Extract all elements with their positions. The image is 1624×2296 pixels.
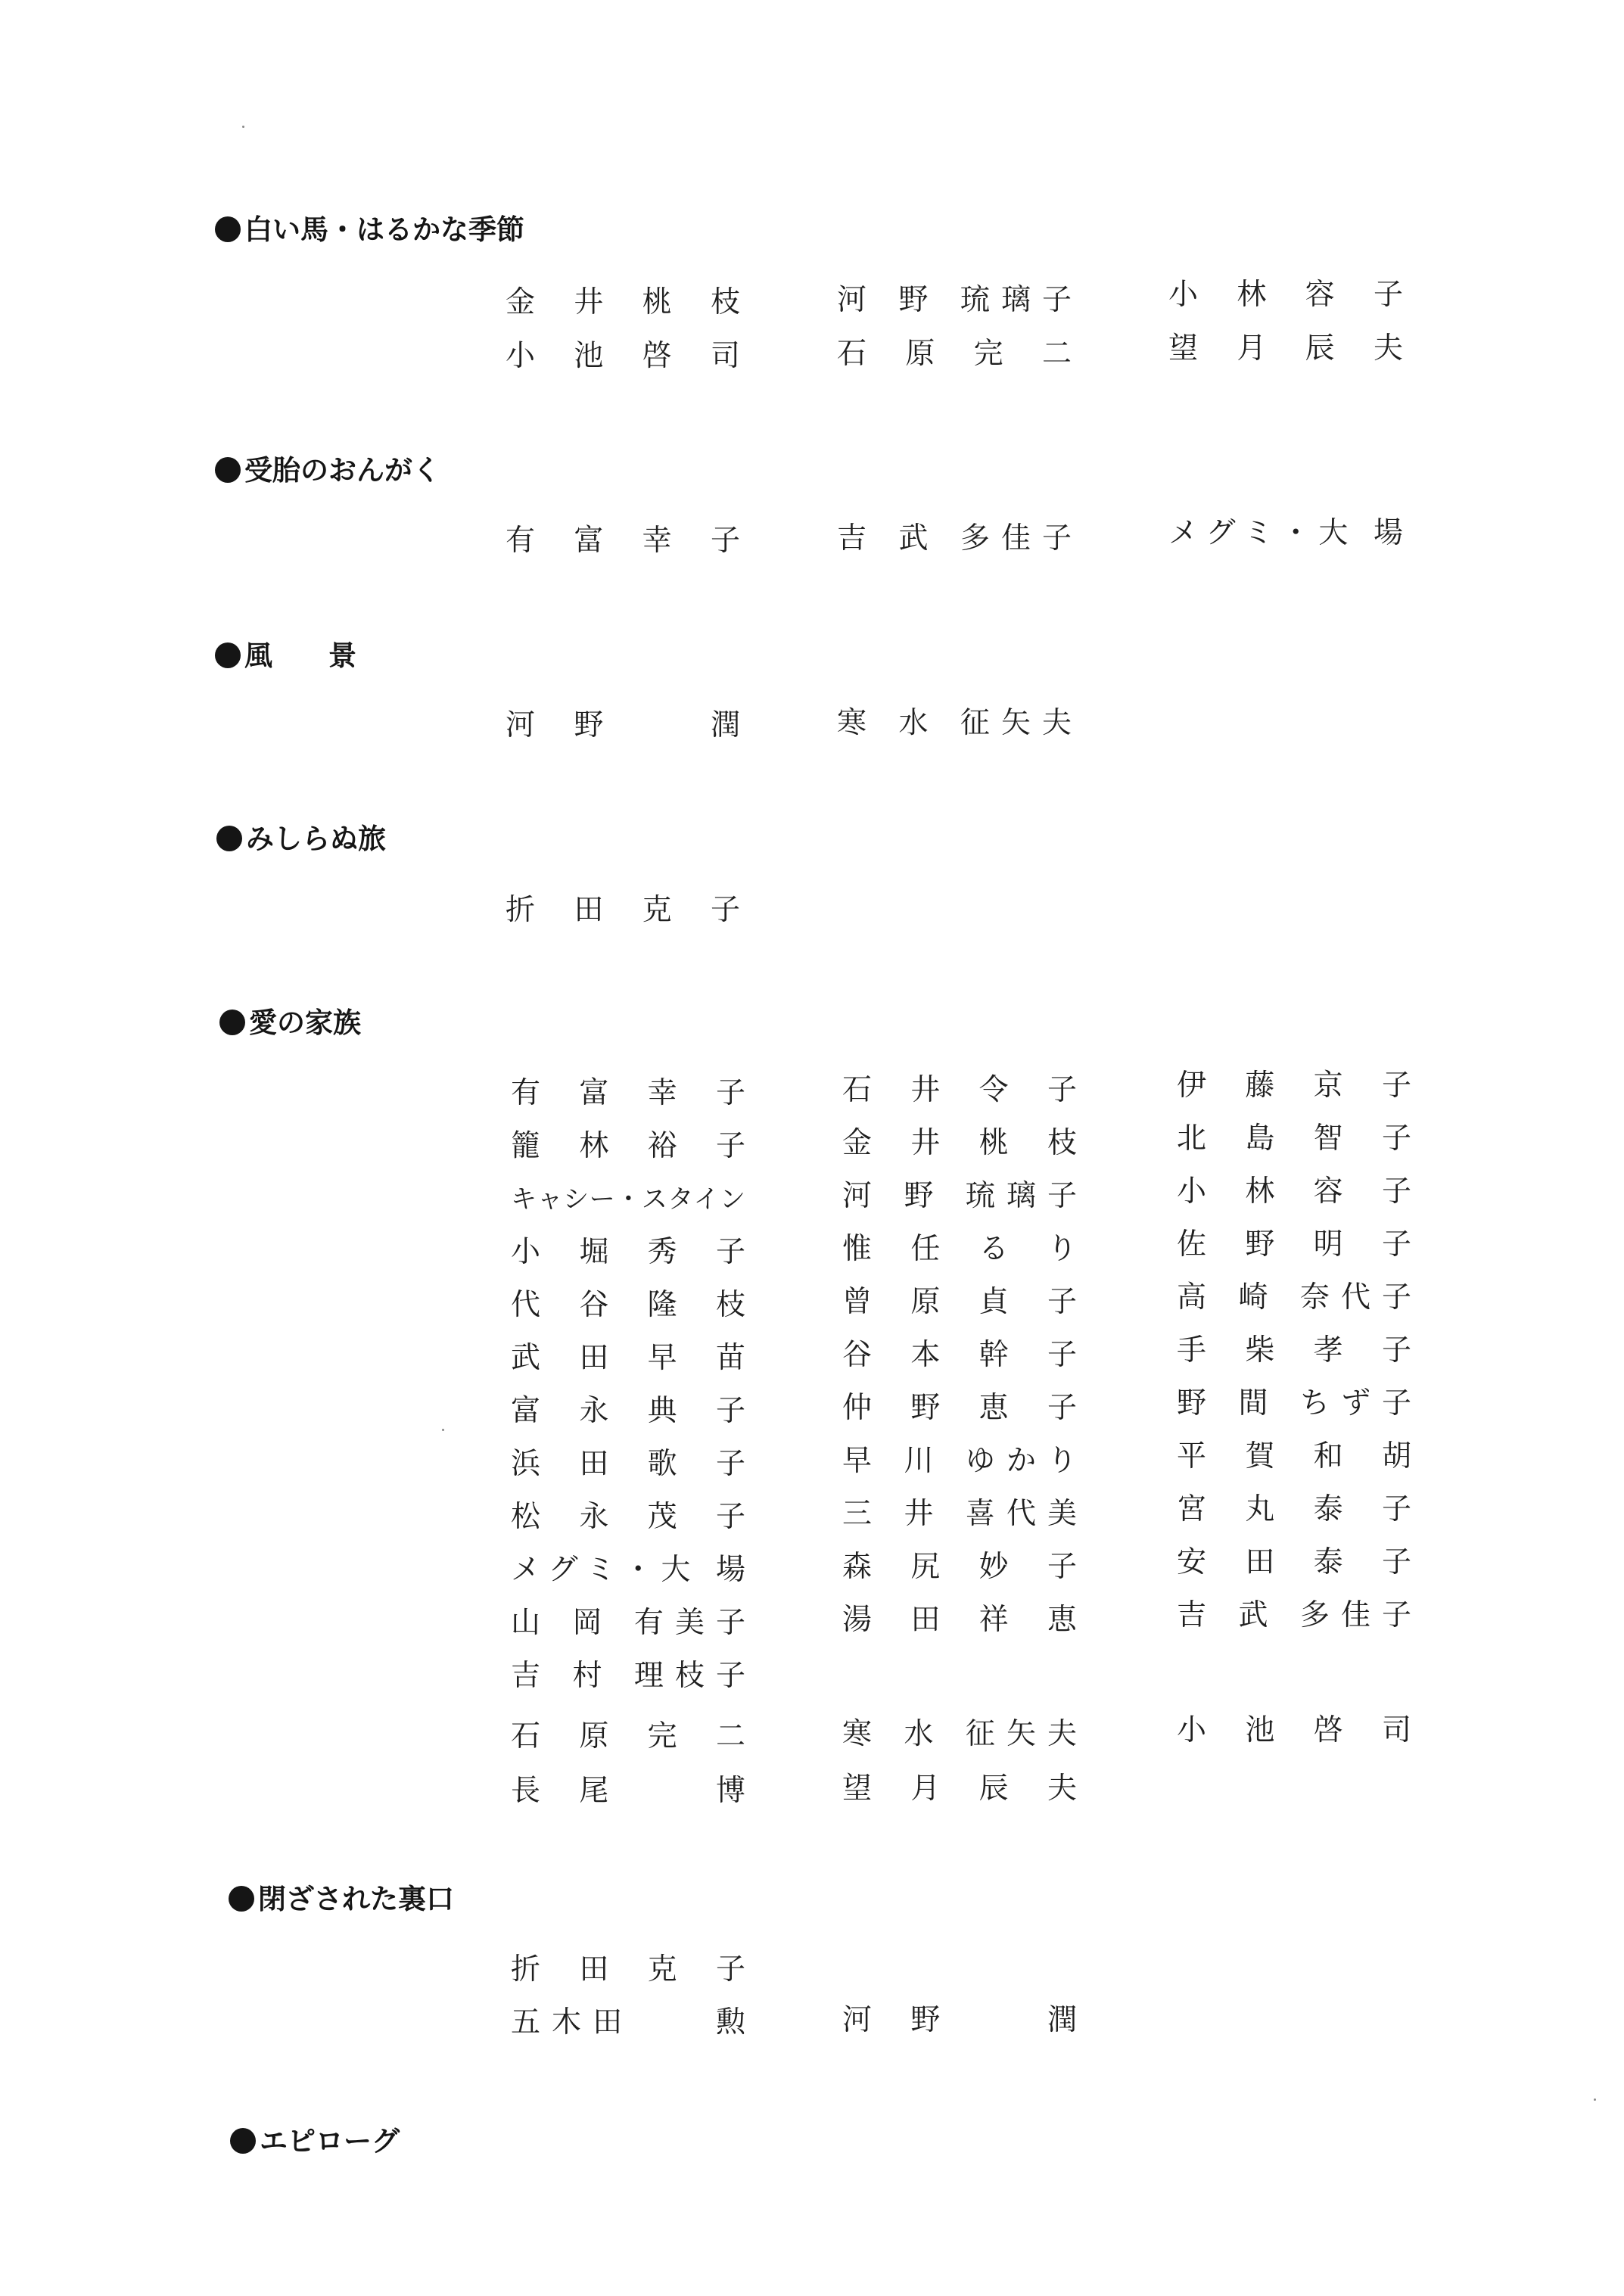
section-title: 風 景	[244, 639, 356, 672]
cast-name: 小 池 啓 司	[1177, 1713, 1411, 1747]
cast-name: 小 林 容 子	[1168, 278, 1403, 312]
section-heading	[216, 821, 386, 857]
cast-name: 宮 丸 泰 子	[1177, 1492, 1411, 1526]
cast-name: 金 井 桃 枝	[506, 285, 740, 319]
cast-name: 仲 野 恵 子	[842, 1391, 1077, 1425]
cast-name: 手 柴 孝 子	[1177, 1333, 1411, 1367]
cast-name: 伊 藤 京 子	[1177, 1069, 1411, 1103]
section-heading	[215, 453, 440, 489]
bullet-icon	[215, 642, 241, 668]
section-title: 愛の家族	[249, 1006, 361, 1039]
cast-name: 代 谷 隆 枝	[511, 1288, 745, 1322]
cast-name: 河 野 琉璃子	[837, 283, 1072, 317]
cast-name: キャシー・スタイン	[511, 1184, 745, 1215]
cast-name: 石 原 完 二	[837, 337, 1072, 371]
cast-name: 曾 原 貞 子	[842, 1285, 1077, 1319]
bullet-icon	[215, 457, 241, 483]
cast-name: 五木田 勲	[511, 2005, 745, 2039]
cast-name: 高 崎 奈代子	[1177, 1280, 1411, 1314]
cast-name: 谷 本 幹 子	[842, 1338, 1077, 1372]
bullet-icon	[215, 216, 241, 242]
cast-name: 長 尾 博	[511, 1774, 745, 1808]
cast-name: 石 井 令 子	[842, 1073, 1077, 1107]
cast-name: 寒 水 征矢夫	[837, 706, 1072, 740]
cast-name: 有 富 幸 子	[506, 524, 740, 558]
cast-name: 早 川 ゆかり	[842, 1444, 1077, 1478]
cast-name: 望 月 辰 夫	[842, 1772, 1077, 1806]
cast-name: 山 岡 有美子	[511, 1606, 745, 1640]
cast-name: 北 島 智 子	[1177, 1122, 1411, 1156]
scan-speck	[442, 1429, 444, 1431]
cast-name: 平 賀 和 胡	[1177, 1439, 1411, 1473]
bullet-icon	[216, 826, 242, 851]
cast-name: 河 野 潤	[506, 708, 740, 742]
bullet-icon	[229, 1886, 254, 1912]
cast-name: 籠 林 裕 子	[511, 1129, 745, 1163]
cast-name: 安 田 泰 子	[1177, 1545, 1411, 1579]
cast-name: 三 井 喜代美	[842, 1497, 1077, 1531]
cast-name: 富 永 典 子	[511, 1394, 745, 1428]
section-title: 白い馬・はるかな季節	[244, 213, 524, 246]
cast-name: 松 永 茂 子	[511, 1500, 745, 1534]
section-heading	[215, 638, 356, 674]
cast-name: 武 田 早 苗	[511, 1341, 745, 1375]
cast-name: 佐 野 明 子	[1177, 1227, 1411, 1262]
cast-name: 吉 武 多佳子	[1177, 1598, 1411, 1632]
section-heading	[219, 1005, 361, 1041]
cast-name: 小 堀 秀 子	[511, 1235, 745, 1269]
cast-name: メグミ・大 場	[1168, 516, 1403, 550]
bullet-icon	[219, 1010, 245, 1035]
section-heading	[229, 1881, 454, 1918]
section-heading	[230, 2123, 400, 2160]
section-title: みしらぬ旅	[246, 823, 386, 855]
cast-name: 金 井 桃 枝	[842, 1126, 1077, 1160]
cast-name: 野 間 ちず子	[1177, 1386, 1411, 1420]
cast-name: 有 富 幸 子	[511, 1076, 745, 1110]
cast-name: 森 尻 妙 子	[842, 1550, 1077, 1584]
section-title: エピローグ	[260, 2125, 400, 2158]
cast-name: 折 田 克 子	[511, 1952, 745, 1986]
cast-name: 寒 水 征矢夫	[842, 1717, 1077, 1751]
cast-name: 河 野 琉璃子	[842, 1179, 1077, 1213]
section-heading	[215, 212, 524, 248]
cast-name: 河 野 潤	[842, 2003, 1077, 2037]
cast-name: 小 池 啓 司	[506, 339, 740, 373]
cast-name: 石 原 完 二	[511, 1719, 745, 1753]
bullet-icon	[230, 2128, 256, 2154]
cast-name: 小 林 容 子	[1177, 1174, 1411, 1209]
cast-name: 吉 村 理枝子	[511, 1659, 745, 1693]
scan-speck	[242, 126, 244, 128]
section-title: 閉ざされた裏口	[258, 1883, 454, 1915]
cast-name: メグミ・大 場	[511, 1553, 745, 1587]
cast-name: 望 月 辰 夫	[1168, 331, 1403, 366]
cast-name: 吉 武 多佳子	[837, 521, 1072, 555]
cast-name: 浜 田 歌 子	[511, 1447, 745, 1481]
cast-name: 惟 任 る り	[842, 1232, 1077, 1266]
section-title: 受胎のおんがく	[244, 454, 440, 487]
scan-speck	[1594, 2098, 1596, 2101]
cast-name: 折 田 克 子	[506, 893, 740, 927]
cast-name: 湯 田 祥 恵	[842, 1603, 1077, 1637]
